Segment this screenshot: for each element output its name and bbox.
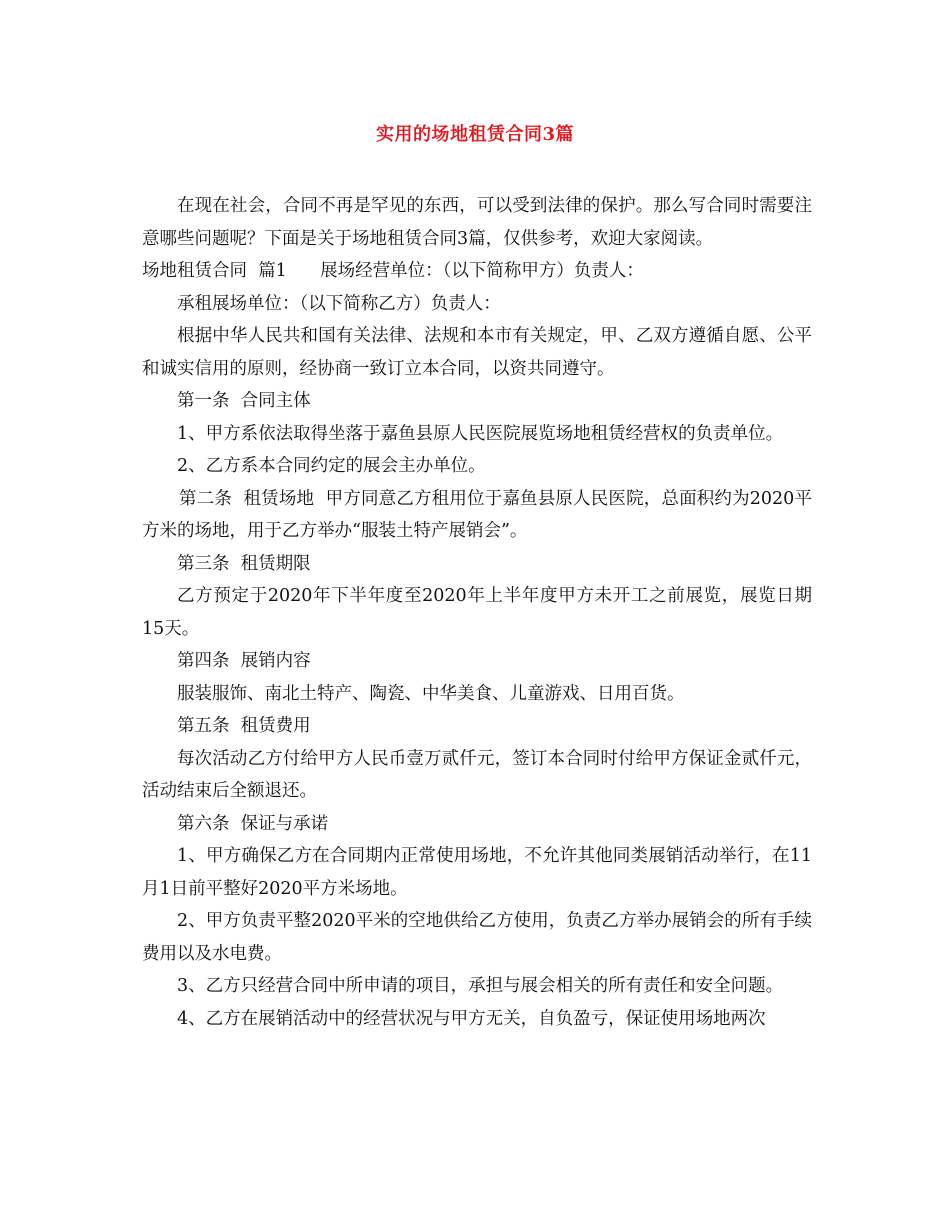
paragraph: 服装服饰、南北土特产、陶瓷、中华美食、儿童游戏、日用百货。	[177, 683, 685, 704]
paragraph: 1、甲方系依法取得坐落于嘉鱼县原人民医院展览场地租赁经营权的负责单位。	[177, 423, 784, 444]
paragraph: 第四条 展销内容	[177, 651, 311, 671]
paragraph: 承租展场单位：（以下简称乙方）负责人：	[177, 293, 501, 314]
paragraph: 在现在社会，合同不再是罕见的东西，可以受到法律的保护。那么写合同时需要注意哪些问题呢？下面是关于场地租赁合同3篇，仅供参考，欢迎大家阅读。	[142, 196, 812, 249]
paragraph: 第三条 租赁期限	[177, 553, 311, 574]
document-body	[142, 190, 812, 1035]
paragraph: 2、甲方负责平整2020平米的空地供给乙方使用，负责乙方举办展销会的所有手续费用以及水电费。	[142, 911, 812, 964]
paragraph: 第五条 租赁费用	[177, 716, 311, 736]
paragraph: 乙方预定于2020年下半年度至2020年上半年度甲方未开工之前展览，展览日期15天。	[142, 586, 812, 639]
paragraph: 每次活动乙方付给甲方人民币壹万贰仟元，签订本合同时付给甲方保证金贰仟元，活动结束后全额退还。	[142, 748, 812, 801]
paragraph: 第六条 保证与承诺	[177, 813, 329, 834]
paragraph: 根据中华人民共和国有关法律、法规和本市有关规定，甲、乙双方遵循自愿、公平和诚实信用的原则，经协商一致订立本合同，以资共同遵守。	[142, 326, 812, 379]
paragraph: 4、乙方在展销活动中的经营状况与甲方无关，自负盈亏，保证使用场地两次	[177, 1008, 766, 1029]
document-title: 实用的场地租赁合同3篇	[375, 124, 575, 145]
paragraph: 第一条 合同主体	[177, 391, 311, 411]
paragraph: 场地租赁合同 篇1 展场经营单位：（以下简称甲方）负责人：	[142, 261, 644, 281]
paragraph: 3、乙方只经营合同中所申请的项目，承担与展会相关的所有责任和安全问题。	[177, 976, 784, 996]
paragraph: 2、乙方系本合同约定的展会主办单位。	[177, 456, 486, 476]
paragraph: 1、甲方确保乙方在合同期内正常使用场地，不允许其他同类展销活动举行，在11月1日前平整好2020平方米场地。	[142, 846, 812, 899]
paragraph: 第二条 租赁场地 甲方同意乙方租用位于嘉鱼县原人民医院，总面积约为2020平方米的场地，用于乙方举办“服装土特产展销会”。	[142, 488, 812, 541]
